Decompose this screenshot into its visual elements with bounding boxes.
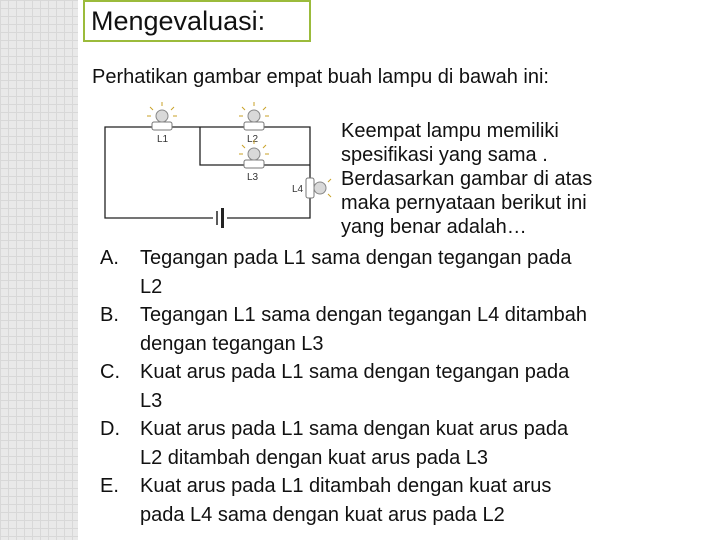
option-d: [100, 415, 700, 472]
lamp-l2-icon: [239, 102, 269, 130]
description-line: spesifikasi yang sama .: [341, 144, 548, 166]
problem-description: [341, 119, 671, 239]
decorative-grid-stripe: [0, 0, 78, 540]
description-line: maka pernyataan berikut ini: [341, 192, 587, 214]
option-text-line: Kuat arus pada L1 sama dengan kuat arus pada: [140, 418, 569, 440]
option-letter: E.: [100, 475, 119, 497]
lamp-l4-label: L4: [292, 184, 304, 195]
slide-title: Mengevaluasi:: [83, 0, 311, 42]
option-letter: D.: [100, 418, 120, 440]
description-line: yang benar adalah…: [341, 216, 527, 238]
lamp-l3-label: L3: [247, 172, 259, 183]
circuit-diagram: [100, 100, 332, 230]
option-b: [100, 301, 700, 358]
option-letter: B.: [100, 304, 119, 326]
option-text-line: Kuat arus pada L1 sama dengan tegangan pada: [140, 361, 570, 383]
circuit-wires: [105, 127, 310, 218]
option-text-line: dengan tegangan L3: [140, 332, 324, 355]
lamp-l4-icon: [306, 178, 331, 198]
option-text-line: Tegangan pada L1 sama dengan tegangan pada: [140, 247, 572, 269]
battery-icon: [213, 208, 227, 228]
description-line: Berdasarkan gambar di atas: [341, 168, 593, 190]
option-text-line: Tegangan L1 sama dengan tegangan L4 ditambah: [140, 304, 588, 326]
option-text-line: Kuat arus pada L1 ditambah dengan kuat arus: [140, 475, 552, 497]
description-line: Keempat lampu memiliki: [341, 120, 559, 142]
lamp-l1-label: L1: [157, 134, 169, 145]
option-letter: A.: [100, 247, 119, 269]
answer-options: [100, 244, 700, 529]
lamp-l2-label: L2: [247, 134, 259, 145]
option-c: [100, 358, 700, 415]
option-text-line: L2 ditambah dengan kuat arus pada L3: [140, 446, 489, 469]
option-text-line: L3: [140, 389, 163, 412]
option-text-line: L2: [140, 275, 163, 298]
option-text-line: pada L4 sama dengan kuat arus pada L2: [140, 503, 505, 526]
option-e: [100, 472, 700, 529]
lamp-l1-icon: [147, 102, 177, 130]
option-a: [100, 244, 700, 301]
option-letter: C.: [100, 361, 120, 383]
intro-text: Perhatikan gambar empat buah lampu di bawah ini:: [92, 66, 549, 88]
